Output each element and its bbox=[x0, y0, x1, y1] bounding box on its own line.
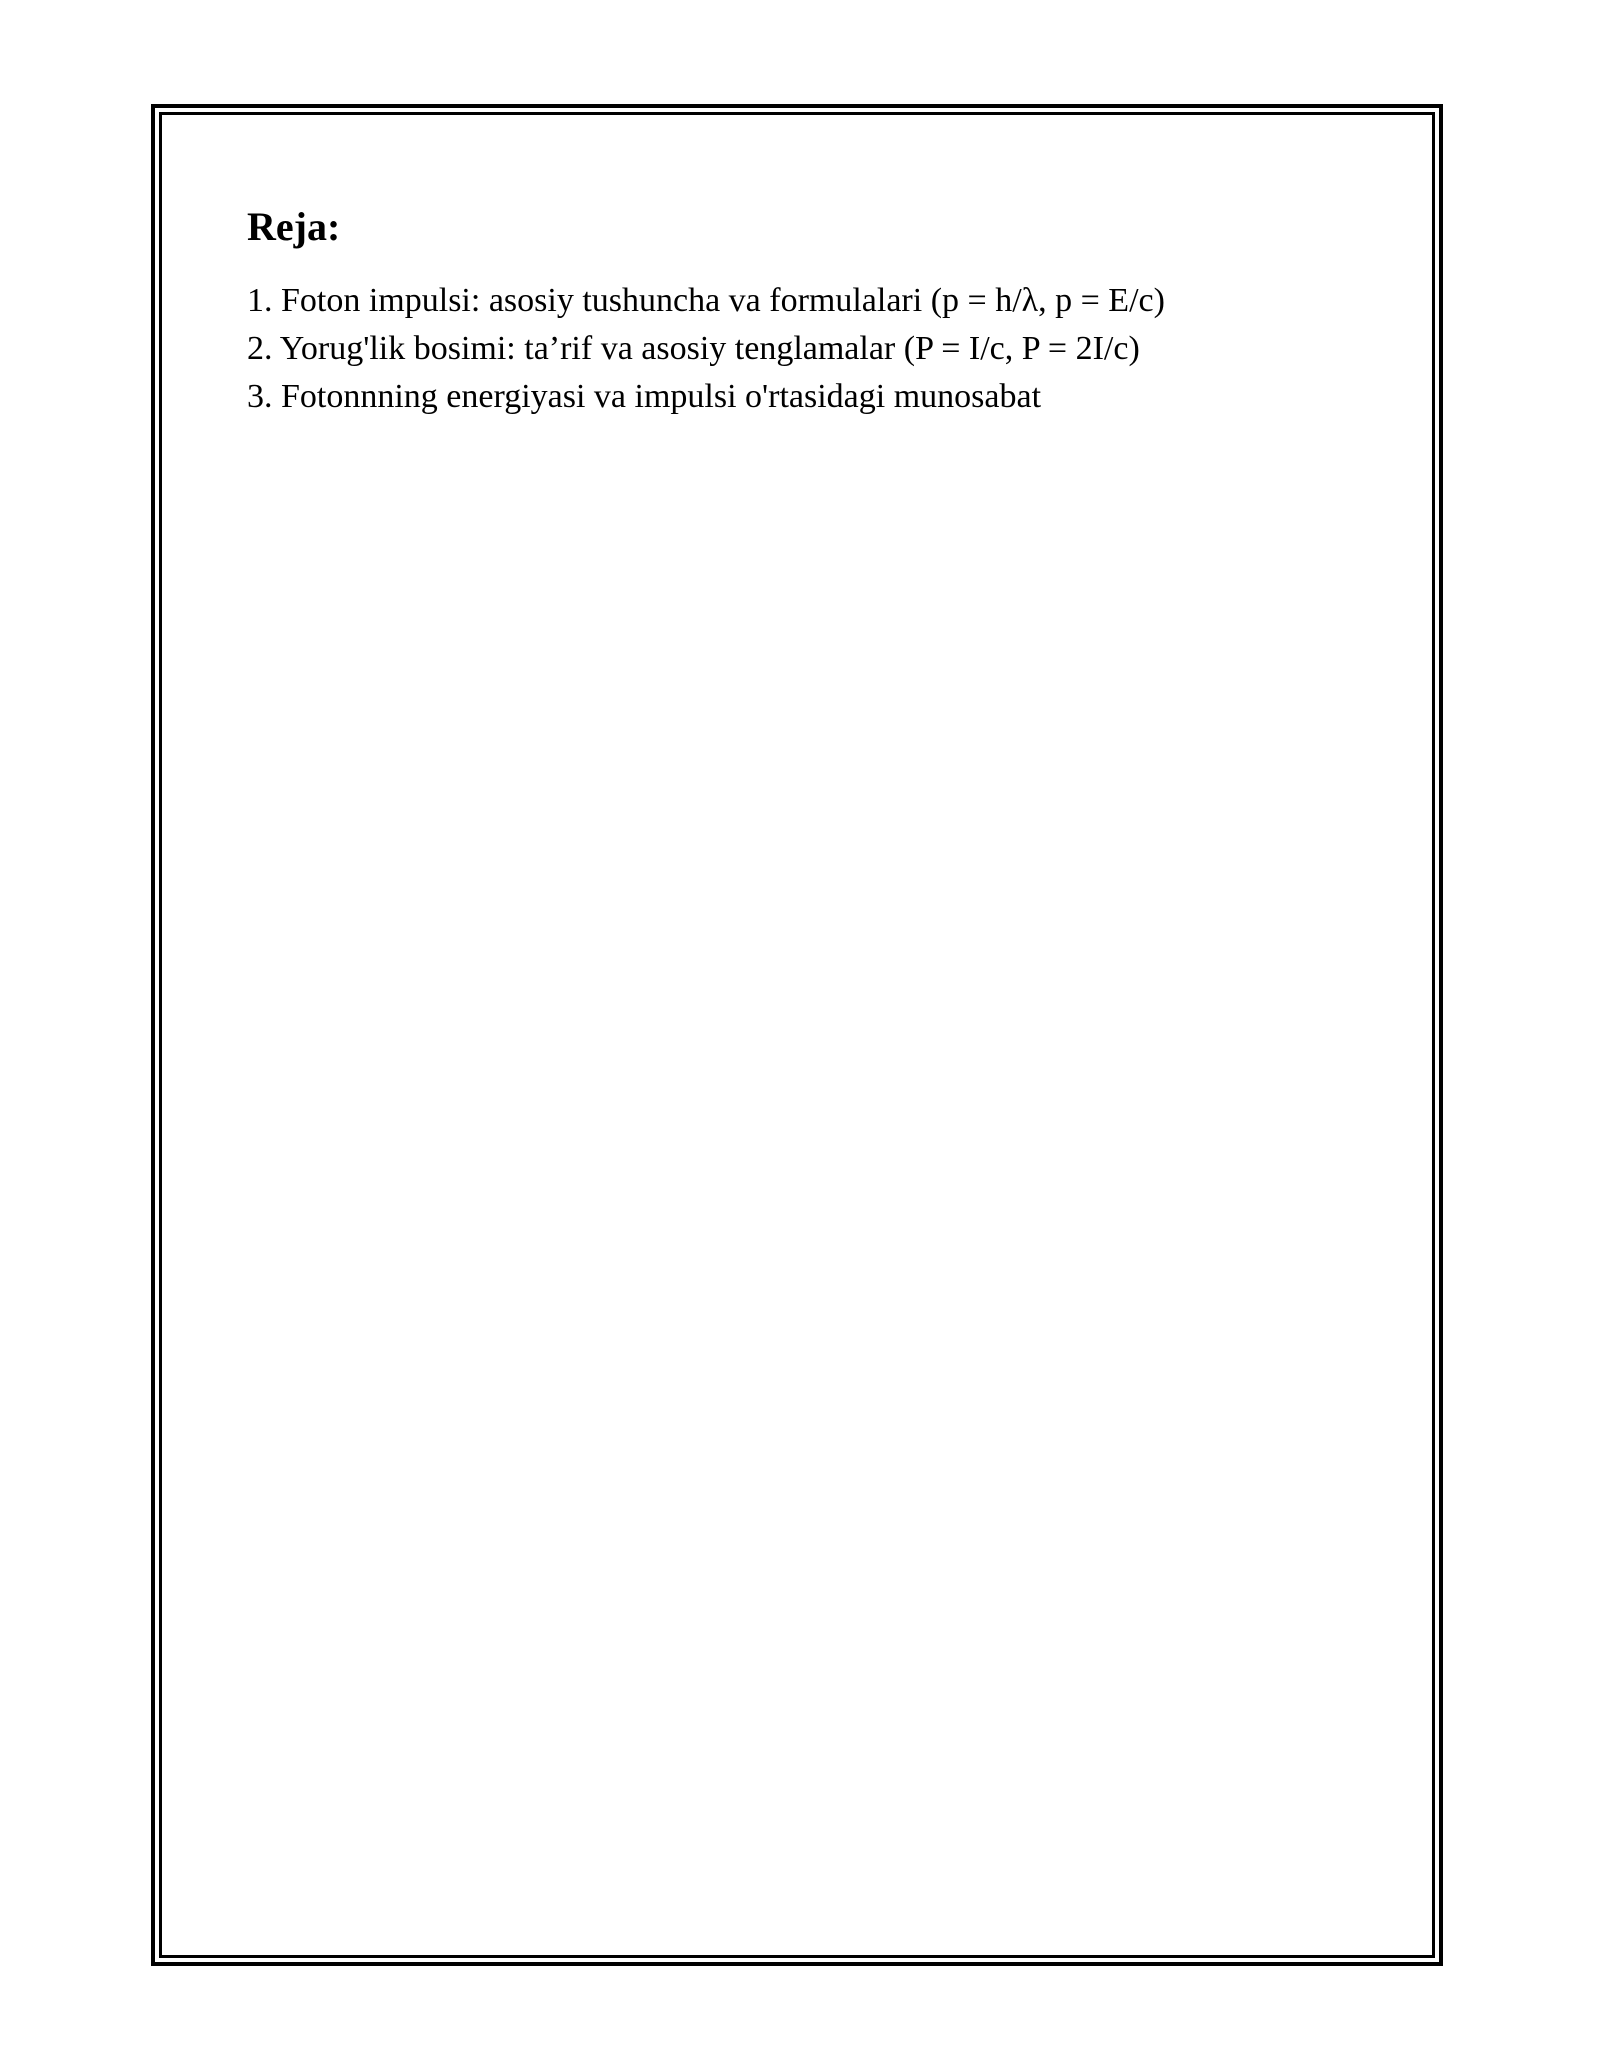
page-content bbox=[247, 203, 1372, 421]
page-border-outer bbox=[151, 104, 1443, 1966]
plan-list bbox=[247, 277, 1372, 421]
page-border-inner bbox=[159, 112, 1435, 1958]
plan-item-1: 1. Foton impulsi: asosiy tushuncha va formulalari (p = h/λ, p = E/c) bbox=[247, 282, 1165, 319]
plan-item-3: 3. Fotonnning energiyasi va impulsi o'rtasidagi munosabat bbox=[247, 378, 1042, 415]
plan-item-2: 2. Yorug'lik bosimi: ta’rif va asosiy tenglamalar (P = I/c, P = 2I/c) bbox=[247, 330, 1140, 367]
plan-title: Reja: bbox=[247, 204, 341, 249]
